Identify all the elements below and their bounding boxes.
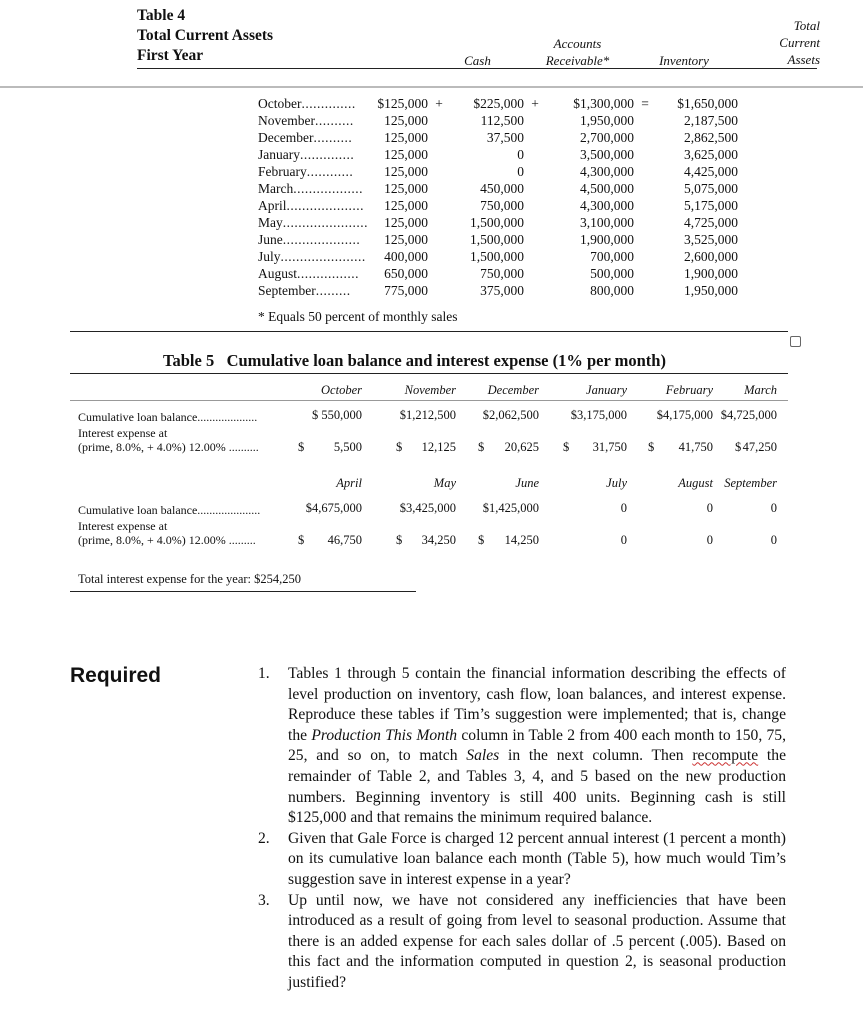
- table4-cash-cell: 125,000: [384, 164, 428, 179]
- interest-expense-value: 0: [620, 533, 627, 547]
- table5-month-header: October: [321, 383, 362, 397]
- table4-row: [258, 129, 738, 146]
- leader-dots: ..................: [293, 181, 363, 196]
- table4-total-cell: 1,900,000: [684, 266, 738, 281]
- table4-total-cell: 5,175,000: [684, 198, 738, 213]
- table4-row: [258, 95, 738, 112]
- loan-balance-value: 0: [770, 501, 777, 515]
- interest-expense-value: 31,750: [592, 440, 627, 454]
- table4-op3-cell: [634, 282, 656, 299]
- table4-op1-cell: [428, 231, 450, 248]
- table4-op3-cell: [634, 197, 656, 214]
- interest-expense-value: 46,750: [327, 533, 362, 547]
- table4-header-rule: [137, 68, 817, 69]
- table4-total-cell: $1,650,000: [677, 96, 738, 111]
- table4-inv-cell: 1,900,000: [580, 232, 634, 247]
- table4-row: [258, 163, 738, 180]
- leader-dots: ..........: [313, 130, 353, 145]
- leader-dots: ......................: [282, 215, 368, 230]
- table4-inv-cell: 4,300,000: [580, 198, 634, 213]
- table4-row: [258, 231, 738, 248]
- checkbox-icon[interactable]: [790, 336, 801, 347]
- table4-cash-cell: 125,000: [384, 130, 428, 145]
- table4-month-cell: [258, 180, 368, 197]
- question-3-number: 3.: [258, 891, 270, 909]
- table4-cash-cell: 125,000: [384, 181, 428, 196]
- question-2-text: Given that Gale Force is charged 12 percent annual interest (1 percent a month) on its cumulative loan balance each month (Table 5), how much would Tim’s suggestion save in interest expense in a year?: [288, 829, 786, 888]
- table4-total-cell: 4,425,000: [684, 164, 738, 179]
- cumulative-loan-balance-label: Cumulative loan balance.....................: [78, 503, 261, 517]
- loan-balance-value: $4,675,000: [305, 501, 362, 515]
- table5-month-header: November: [404, 383, 456, 397]
- table4-inv-cell: 500,000: [590, 266, 634, 281]
- table4-op3-cell: [634, 112, 656, 129]
- table5-heading: Cumulative loan balance and interest expense (1% per month): [226, 351, 666, 370]
- table4-row: [258, 248, 738, 265]
- table4-ar-cell: 0: [517, 147, 524, 162]
- table4-inv-cell: 3,100,000: [580, 215, 634, 230]
- interest-expense-value: 0: [706, 533, 713, 547]
- table4-inv-cell: 4,500,000: [580, 181, 634, 196]
- table4-total-cell: 5,075,000: [684, 181, 738, 196]
- table4-ar-cell: 1,500,000: [470, 232, 524, 247]
- question-3: [258, 891, 786, 994]
- leader-dots: ......................: [280, 249, 366, 264]
- table4-op1-cell: [428, 129, 450, 146]
- interest-expense-value: 47,250: [742, 440, 777, 454]
- loan-balance-value: 0: [620, 501, 627, 515]
- table4-total-cell: 2,862,500: [684, 130, 738, 145]
- table4-op3-cell: [634, 146, 656, 163]
- table4-bottom-rule: [70, 331, 788, 332]
- table4-body: [258, 95, 738, 299]
- month-label: November: [258, 113, 315, 128]
- question-1: [258, 664, 786, 829]
- table4-ar-cell: 1,500,000: [470, 249, 524, 264]
- table4-row: [258, 197, 738, 214]
- table4-op1-cell: [428, 248, 450, 265]
- table4-op2-cell: [524, 129, 546, 146]
- dollar-sign: $: [478, 533, 485, 547]
- month-label: August: [258, 266, 298, 281]
- table5-month-header: May: [433, 476, 456, 490]
- table4-cash-cell: 125,000: [384, 232, 428, 247]
- col-header-total-line2: Current: [779, 35, 820, 50]
- table4-row: [258, 146, 738, 163]
- table5-month-header: August: [678, 476, 713, 490]
- table5-total-interest: Total interest expense for the year: $254,250: [78, 572, 302, 586]
- table4-month-cell: [258, 265, 368, 282]
- table4-month-cell: [258, 214, 368, 231]
- leader-dots: ..........: [314, 113, 354, 128]
- table4-op3-cell: [634, 129, 656, 146]
- table4-month-cell: [258, 129, 368, 146]
- leader-dots: ....................: [286, 198, 364, 213]
- question-2-number: 2.: [258, 829, 270, 847]
- table4-inv-cell: $1,300,000: [573, 96, 634, 111]
- table5-top-rule: [70, 373, 788, 374]
- table4-ar-cell: 375,000: [480, 283, 524, 298]
- table4-month-cell: [258, 146, 368, 163]
- table4-cash-cell: $125,000: [377, 96, 428, 111]
- table4-ar-cell: $225,000: [473, 96, 524, 111]
- table4-total-cell: 2,187,500: [684, 113, 738, 128]
- table4-op2-cell: [524, 163, 546, 180]
- interest-rate-label: (prime, 8.0%, + 4.0%) 12.00% ..........: [78, 440, 259, 454]
- table4-subheading: First Year: [137, 47, 204, 64]
- question-list: [258, 664, 786, 994]
- month-label: October: [258, 96, 302, 111]
- table4-inv-cell: 800,000: [590, 283, 634, 298]
- table4-total-cell: 3,625,000: [684, 147, 738, 162]
- question-1-italic-sales: Sales: [466, 747, 500, 765]
- month-label: January: [258, 147, 300, 162]
- table4-cash-cell: 125,000: [384, 147, 428, 162]
- table5-month-header: December: [487, 383, 539, 397]
- table4-row: [258, 112, 738, 129]
- question-1-recompute: recompute: [692, 747, 759, 765]
- table4-op3-cell: [634, 180, 656, 197]
- table4-row: [258, 180, 738, 197]
- table4-op2-cell: [524, 265, 546, 282]
- table4-op3-cell: [634, 231, 656, 248]
- table4-heading: Total Current Assets: [137, 27, 274, 44]
- table4-month-cell: [258, 231, 368, 248]
- question-1-text-b: column in Table 2 from 400 each month to 150, 75, 25, and so on, to match: [288, 726, 786, 765]
- interest-expense-value: 0: [770, 533, 777, 547]
- dollar-sign: $: [396, 440, 403, 454]
- table4-divider: [0, 86, 863, 88]
- question-2: [258, 829, 786, 891]
- table4-op2-cell: [524, 231, 546, 248]
- table4-op2-cell: [524, 180, 546, 197]
- table4-inv-cell: 3,500,000: [580, 147, 634, 162]
- table4-title: [137, 6, 273, 66]
- question-1-italic-production: Production This Month: [311, 726, 458, 744]
- interest-expense-label: Interest expense at: [78, 519, 168, 533]
- leader-dots: .........: [315, 283, 351, 298]
- col-header-inventory: Inventory: [659, 53, 709, 68]
- table4-op1-cell: [428, 146, 450, 163]
- interest-rate-label: (prime, 8.0%, + 4.0%) 12.00% .........: [78, 533, 256, 547]
- interest-expense-label: Interest expense at: [78, 426, 168, 440]
- table4-month-cell: [258, 112, 368, 129]
- required-heading: Required: [70, 664, 162, 687]
- loan-balance-value: $1,212,500: [399, 408, 456, 422]
- table4-op3-cell: [634, 163, 656, 180]
- cumulative-loan-balance-label: Cumulative loan balance....................: [78, 410, 258, 424]
- month-label: September: [258, 283, 316, 298]
- table4-month-cell: [258, 197, 368, 214]
- table5-month-header: February: [665, 383, 713, 397]
- table4-cash-cell: 125,000: [384, 198, 428, 213]
- table4-inv-cell: 700,000: [590, 249, 634, 264]
- table4-label: Table 4: [137, 7, 186, 24]
- table4-op2-cell: [524, 214, 546, 231]
- leader-dots: ....................: [282, 232, 361, 247]
- month-label: June: [258, 232, 283, 247]
- table4-inv-cell: 1,950,000: [580, 113, 634, 128]
- loan-balance-value: $4,725,000: [720, 408, 777, 422]
- table4-op2-cell: [524, 146, 546, 163]
- table4-total-cell: 2,600,000: [684, 249, 738, 264]
- loan-balance-value: $ 550,000: [312, 408, 362, 422]
- question-1-text-a: Tables 1 through 5 contain the financial information describing the effects of level production on inventory, cash flow, loan balances, and interest expense. Reproduce these tables if Tim’s suggestion were implemented; that is, change the: [288, 665, 786, 744]
- col-header-ar-line1: Accounts: [553, 36, 602, 51]
- interest-expense-value: 20,625: [504, 440, 539, 454]
- interest-expense-value: 5,500: [333, 440, 362, 454]
- table4-op1-cell: [428, 163, 450, 180]
- col-header-ar: [530, 35, 625, 69]
- interest-expense-value: 12,125: [421, 440, 456, 454]
- table4-month-cell: [258, 248, 368, 265]
- table4-total-cell: 3,525,000: [684, 232, 738, 247]
- month-label: April: [258, 198, 287, 213]
- table4-footnote: * Equals 50 percent of monthly sales: [258, 309, 458, 324]
- table5-month-header: June: [515, 476, 539, 490]
- table4-month-cell: [258, 95, 368, 112]
- table4-ar-cell: 1,500,000: [470, 215, 524, 230]
- table4-cash-cell: 125,000: [384, 215, 428, 230]
- table4-op2-cell: +: [531, 96, 539, 111]
- table4-op2-cell: [524, 112, 546, 129]
- col-header-total: [760, 17, 820, 68]
- table4-month-cell: [258, 282, 368, 299]
- table4-ar-cell: 112,500: [480, 113, 524, 128]
- table4-total-cell: 1,950,000: [684, 283, 738, 298]
- leader-dots: ................: [297, 266, 360, 281]
- table5-label: Table 5: [163, 351, 215, 370]
- leader-dots: ..............: [301, 96, 356, 111]
- table4-ar-cell: 37,500: [486, 130, 524, 145]
- col-header-ar-line2: Receivable*: [545, 53, 610, 68]
- table5-month-header: January: [586, 383, 627, 397]
- table4-op1-cell: [428, 282, 450, 299]
- table4-cash-cell: 125,000: [384, 113, 428, 128]
- table5-month-header: March: [744, 383, 777, 397]
- table4-ar-cell: 0: [517, 164, 524, 179]
- month-label: February: [258, 164, 307, 179]
- table4-op2-cell: [524, 282, 546, 299]
- table4-month-cell: [258, 163, 368, 180]
- interest-expense-value: 41,750: [678, 440, 713, 454]
- table4-op1-cell: +: [435, 96, 443, 111]
- table5-month-header: April: [336, 476, 362, 490]
- loan-balance-value: $3,175,000: [570, 408, 627, 422]
- leader-dots: ..............: [299, 147, 355, 162]
- table5-month-header: July: [606, 476, 627, 490]
- table4-op3-cell: [634, 248, 656, 265]
- dollar-sign: $: [735, 440, 742, 454]
- table4-op2-cell: [524, 197, 546, 214]
- table4-total-cell: 4,725,000: [684, 215, 738, 230]
- leader-dots: ............: [306, 164, 354, 179]
- table4-ar-cell: 750,000: [480, 198, 524, 213]
- question-1-number: 1.: [258, 665, 270, 682]
- month-label: July: [258, 249, 281, 264]
- month-label: March: [258, 181, 294, 196]
- loan-balance-value: $3,425,000: [399, 501, 456, 515]
- dollar-sign: $: [478, 440, 485, 454]
- table4-ar-cell: 750,000: [480, 266, 524, 281]
- col-header-total-line3: Assets: [787, 52, 820, 67]
- table4-inv-cell: 4,300,000: [580, 164, 634, 179]
- table5-header-rule: [70, 400, 788, 401]
- table4-op1-cell: [428, 112, 450, 129]
- question-1-text-c: in the next column. Then: [499, 747, 693, 765]
- table5-title: [163, 351, 666, 371]
- loan-balance-value: $4,175,000: [656, 408, 713, 422]
- table4-op1-cell: [428, 214, 450, 231]
- table4-cash-cell: 650,000: [384, 266, 428, 281]
- table4-op1-cell: [428, 197, 450, 214]
- table4-ar-cell: 450,000: [480, 181, 524, 196]
- question-3-text: Up until now, we have not considered any inefficiencies that have been introduced as a result of going from level to seasonal production. Assume that there is an added expense for each sales dollar of .5 percent (.005). Based on this fact and the information computed in question 2, is seasonal production justified?: [288, 891, 786, 991]
- loan-balance-value: $1,425,000: [482, 501, 539, 515]
- dollar-sign: $: [563, 440, 570, 454]
- loan-balance-value: 0: [706, 501, 713, 515]
- table4-inv-cell: 2,700,000: [580, 130, 634, 145]
- table4-cash-cell: 400,000: [384, 249, 428, 264]
- table4-op1-cell: [428, 265, 450, 282]
- table5-month-header: September: [724, 476, 777, 490]
- col-header-total-line1: Total: [793, 18, 820, 33]
- dollar-sign: $: [396, 533, 403, 547]
- loan-balance-value: $2,062,500: [482, 408, 539, 422]
- month-label: December: [258, 130, 314, 145]
- dollar-sign: $: [298, 533, 305, 547]
- interest-expense-value: 34,250: [421, 533, 456, 547]
- table4-op3-cell: =: [641, 96, 649, 111]
- table4-op3-cell: [634, 265, 656, 282]
- month-label: May: [258, 215, 283, 230]
- table4-row: [258, 265, 738, 282]
- table5-bottom-rule: [70, 591, 416, 592]
- col-header-cash: Cash: [464, 53, 491, 68]
- table4-row: [258, 214, 738, 231]
- table4-op3-cell: [634, 214, 656, 231]
- question-1-text-d: the remainder of Table 2, and Tables 3, 4, and 5 based on the new production numbers. Beginning inventory is still 400 units. Beginning cash is still $125,000 and that remains the minimum required balance.: [288, 747, 786, 827]
- table4-cash-cell: 775,000: [384, 283, 428, 298]
- table4-row: [258, 282, 738, 299]
- interest-expense-value: 14,250: [504, 533, 539, 547]
- table4-op2-cell: [524, 248, 546, 265]
- table4-op1-cell: [428, 180, 450, 197]
- dollar-sign: $: [648, 440, 655, 454]
- dollar-sign: $: [298, 440, 305, 454]
